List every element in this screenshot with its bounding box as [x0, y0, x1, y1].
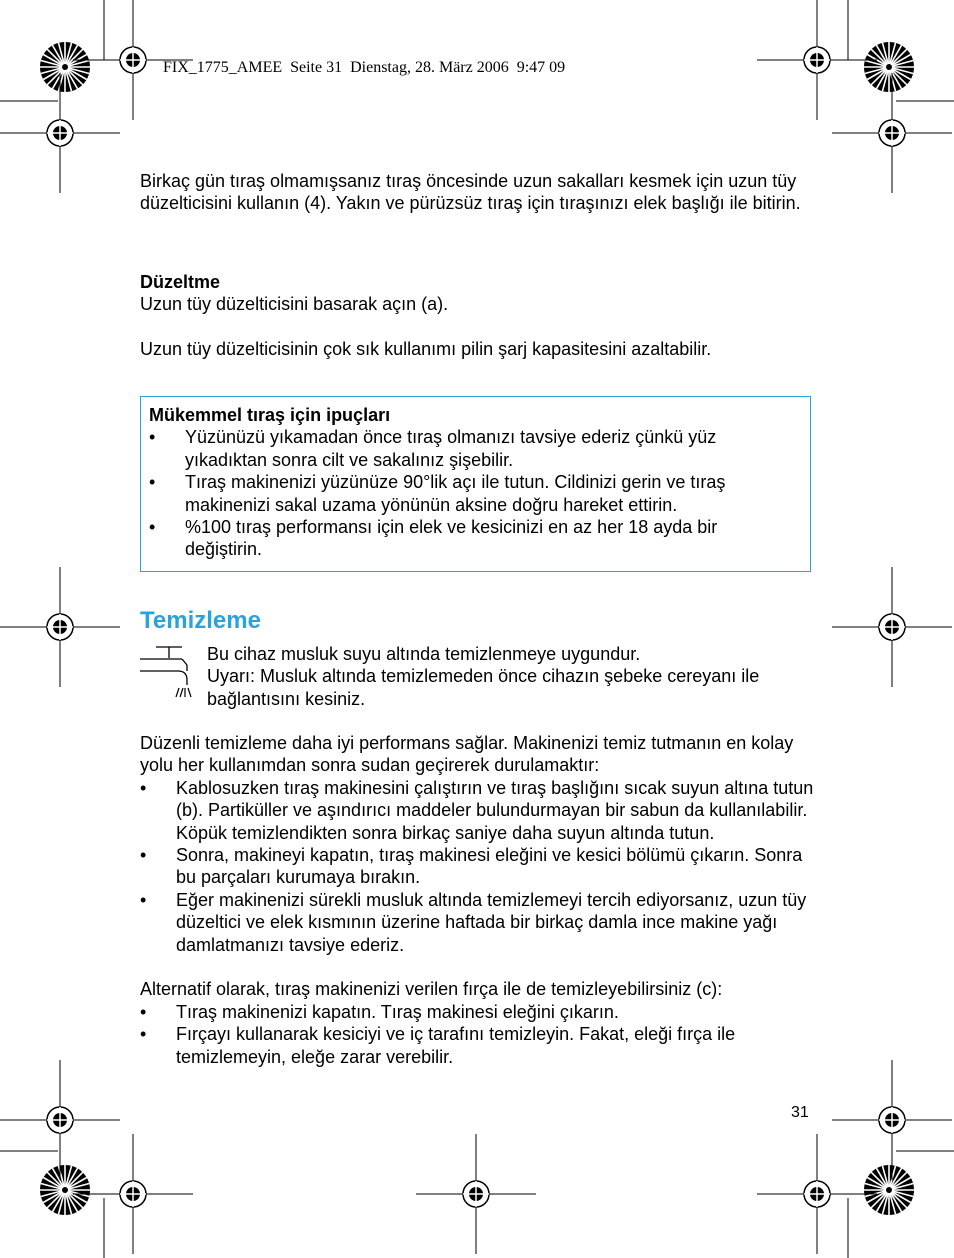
alt-step-text: Fırçayı kullanarak kesiciyi ve iç tarafını temizleyin. Fakat, eleği fırça ile temizlemeyin, eleğe zarar verebilir. — [176, 1024, 736, 1067]
water-line-1: Bu cihaz musluk suyu altında temizlenmeye uygundur. — [207, 644, 641, 664]
intro-text: Birkaç gün tıraş olmamışsanız tıraş öncesinde uzun sakalları kesmek için uzun tüy düzelticisini kullanın (4). Yakın ve pürüzsüz tıraş için tıraşınızı elek başlığı ile bitirin. — [140, 171, 801, 214]
tips-item-text: Tıraş makinenizi yüzünüze 90°lik açı ile tutun. Cildinizi gerin ve tıraş makinenizi sakal uzama yönünün aksine doğru hareket ettirin. — [185, 472, 726, 515]
print-header: FIX_1775_AMEE Seite 31 Dienstag, 28. März 2006 9:47 09 — [163, 59, 566, 76]
cleaning-title: Temizleme — [140, 607, 261, 634]
bullet: • — [149, 472, 156, 493]
registration-mark-icon — [0, 1060, 120, 1180]
registration-mark-icon — [832, 1060, 952, 1180]
starburst-target-icon — [864, 1165, 914, 1215]
cleaning-step — [140, 777, 820, 844]
cleaning-step — [140, 889, 820, 956]
registration-mark-icon — [73, 1134, 193, 1254]
cleaning-step-text: Kablosuzken tıraş makinesini çalıştırın ve tıraş başlığını sıcak suyun altına tutun (b). Partiküller ve aşındırıcı maddeler bulundurmayan bir sabun da kullanılabilir. Köpük temizlendikten sonra birkaç saniye daha suyun altında tutun. — [176, 777, 814, 843]
bullet: • — [140, 777, 147, 798]
tips-title: Mükemmel tıraş için ipuçları — [149, 405, 391, 425]
registration-mark-icon — [757, 0, 877, 120]
alt-cleaning-text: Alternatif olarak, tıraş makinenizi verilen fırça ile de temizleyebilirsiniz (c): — [140, 979, 723, 1000]
bullet: • — [140, 889, 147, 910]
cleaning-step — [140, 844, 820, 889]
page-number: 31 — [791, 1104, 809, 1121]
tips-item — [149, 471, 799, 516]
regular-cleaning-text: Düzenli temizleme daha iyi performans sağlar. Makinenizi temiz tutmanın en kolay yolu her kullanımdan sonra sudan geçirerek durulamaktır: — [140, 733, 794, 776]
trimmer-heading: Düzeltme — [140, 272, 221, 292]
bullet: • — [140, 1001, 147, 1022]
registration-mark-icon — [832, 567, 952, 687]
bullet: • — [149, 517, 156, 538]
cleaning-instructions — [140, 732, 820, 1068]
registration-mark-icon — [0, 73, 120, 193]
trimmer-section — [140, 271, 820, 361]
faucet-icon — [138, 643, 198, 699]
registration-mark-icon — [416, 1134, 536, 1254]
tips-item-text: Yüzünüzü yıkamadan önce tıraş olmanızı tavsiye ederiz çünkü yüz yıkadıktan sonra cilt ve sakalınız şişebilir. — [185, 427, 717, 470]
water-line-2: Uyarı: Musluk altında temizlemeden önce cihazın şebeke cereyanı ile bağlantısını kesiniz. — [207, 666, 760, 709]
trimmer-line-1: Uzun tüy düzelticisini basarak açın (a). — [140, 294, 449, 315]
tips-box — [140, 396, 811, 572]
water-warning — [207, 643, 817, 710]
starburst-target-icon — [40, 42, 90, 92]
registration-mark-icon — [0, 567, 120, 687]
cleaning-step-text: Sonra, makineyi kapatın, tıraş makinesi eleğini ve kesici bölümü çıkarın. Sonra bu parçaları kurumaya bırakın. — [176, 845, 803, 888]
trimmer-line-2: Uzun tüy düzelticisinin çok sık kullanımı pilin şarj kapasitesini azaltabilir. — [140, 339, 712, 360]
registration-mark-icon — [757, 1134, 877, 1254]
bullet: • — [149, 427, 156, 448]
starburst-target-icon — [864, 42, 914, 92]
registration-mark-icon — [832, 73, 952, 193]
intro-paragraph — [140, 170, 820, 215]
tips-item-text: %100 tıraş performansı için elek ve kesicinizi en az her 18 ayda bir değiştirin. — [185, 517, 718, 560]
alt-step — [140, 1023, 820, 1068]
cleaning-step-text: Eğer makinenizi sürekli musluk altında temizlemeyi tercih ediyorsanız, uzun tüy düzeltici ve elek kısmının üzerine haftada bir birkaç damla ince makine yağı damlatmanızı tavsiye ederiz. — [176, 889, 807, 955]
alt-step-text: Tıraş makinenizi kapatın. Tıraş makinesi eleğini çıkarın. — [176, 1001, 619, 1022]
alt-step — [140, 1001, 820, 1023]
tips-item — [149, 516, 799, 561]
tips-item — [149, 426, 799, 471]
bullet: • — [140, 845, 147, 866]
bullet: • — [140, 1024, 147, 1045]
starburst-target-icon — [40, 1165, 90, 1215]
